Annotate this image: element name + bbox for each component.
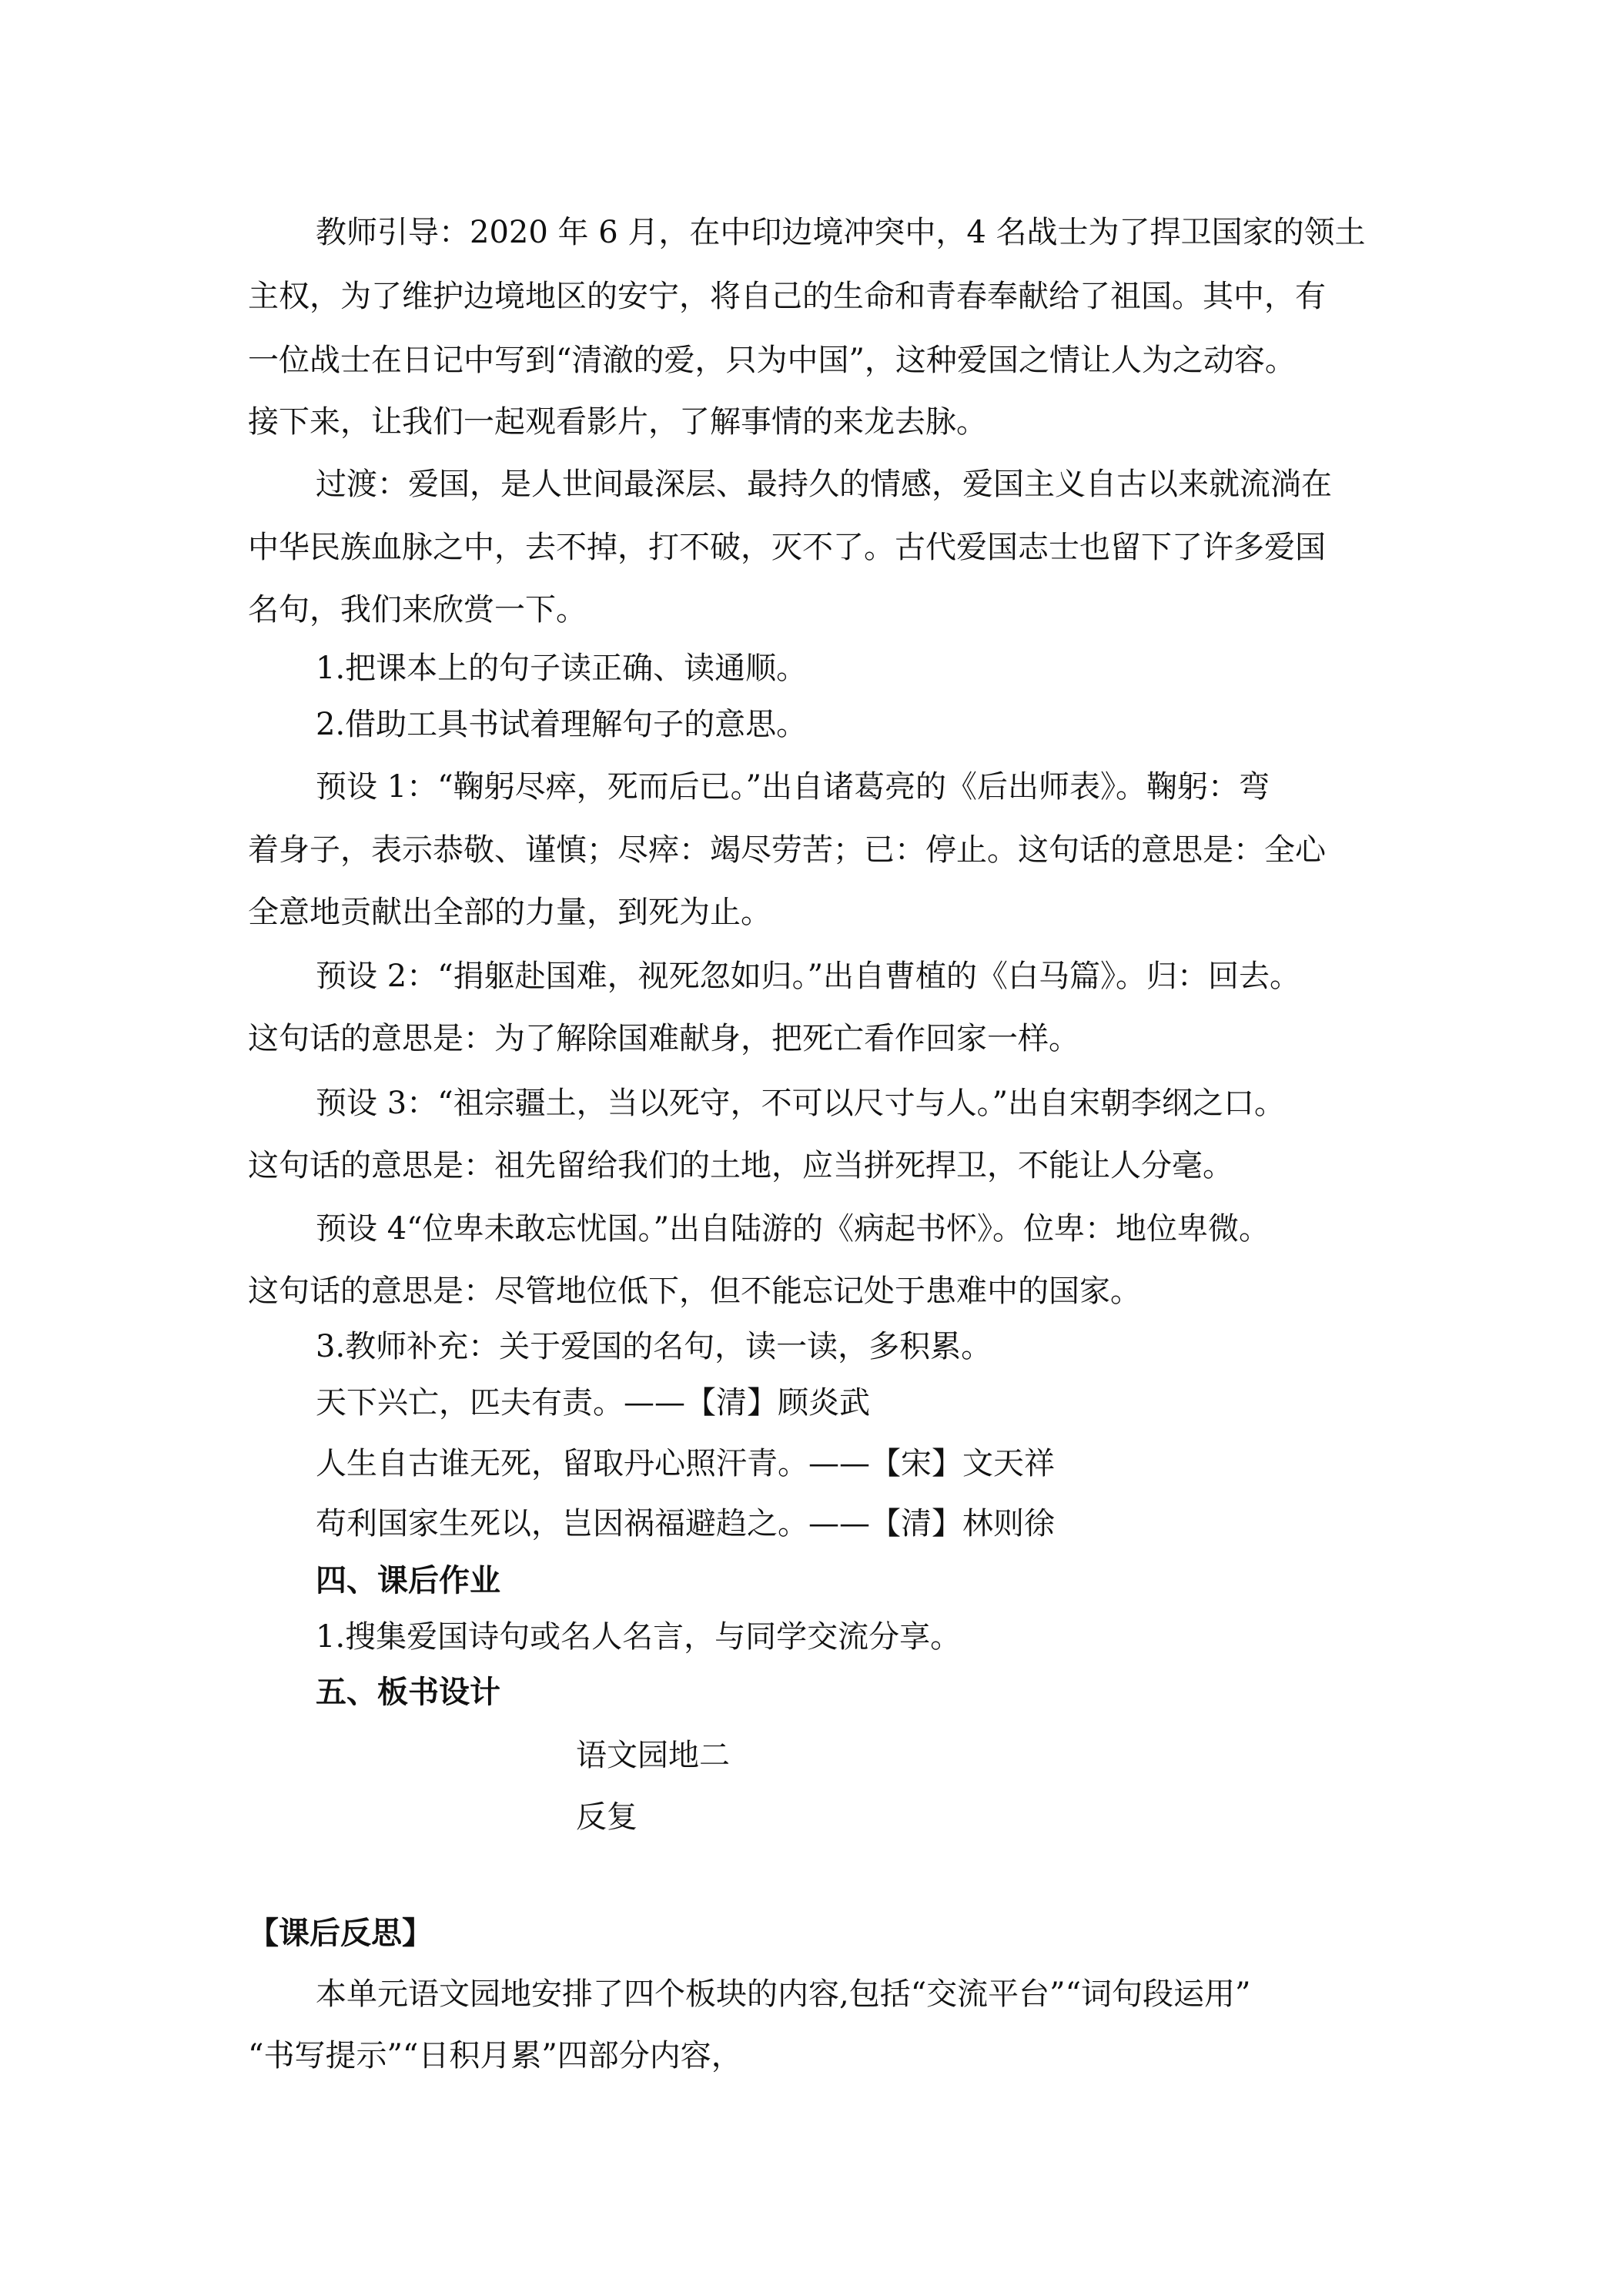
intro-line: 教师引导：2020 年 6 月，在中印边境冲突中，4 名战士为了捍卫国家的领土 [316,215,1366,250]
homework-item: 1.搜集爱国诗句或名人名言，与同学交流分享。 [316,1619,962,1655]
homework-heading: 四、课后作业 [316,1563,500,1598]
preset-3-line: 预设 3：“祖宗疆土，当以死守，不可以尺寸与人。”出自宋朝李纲之口。 [316,1086,1286,1121]
board-line: 语文园地二 [576,1738,730,1773]
reflection-line: “书写提示”“日积月累”四部分内容， [248,2038,742,2073]
preset-1-line: 预设 1：“鞠躬尽瘁，死而后已。”出自诸葛亮的《后出师表》。鞠躬：弯 [316,769,1270,805]
step-1: 1.把课本上的句子读正确、读通顺。 [316,651,808,686]
preset-2-line: 预设 2：“捐躯赴国难，视死忽如归。”出自曹植的《白马篇》。归：回去。 [316,959,1301,994]
step-2: 2.借助工具书试着理解句子的意思。 [316,707,808,742]
board-heading: 五、板书设计 [316,1675,500,1710]
preset-4-line: 预设 4“位卑未敢忘忧国。”出自陆游的《病起书怀》。位卑：地位卑微。 [316,1211,1270,1247]
preset-1-line: 全意地贡献出全部的力量，到死为止。 [248,895,771,930]
preset-2-line: 这句话的意思是：为了解除国难献身，把死亡看作回家一样。 [248,1021,1079,1056]
preset-3-line: 这句话的意思是：祖先留给我们的土地，应当拼死捍卫，不能让人分毫。 [248,1148,1233,1183]
reflection-heading: 【课后反思】 [248,1916,433,1951]
quote-line: 苟利国家生死以，岂因祸福避趋之。——【清】林则徐 [316,1506,1055,1541]
intro-line: 主权，为了维护边境地区的安宁，将自己的生命和青春奉献给了祖国。其中，有 [248,279,1326,314]
transition-line: 名句，我们来欣赏一下。 [248,592,587,628]
intro-line: 接下来，让我们一起观看影片，了解事情的来龙去脉。 [248,404,987,440]
intro-line: 一位战士在日记中写到“清澈的爱，只为中国”，这种爱国之情让人为之动容。 [248,343,1296,378]
transition-line: 中华民族血脉之中，去不掉，打不破，灭不了。古代爱国志士也留下了许多爱国 [248,530,1326,565]
transition-line: 过渡：爱国，是人世间最深层、最持久的情感，爱国主义自古以来就流淌在 [316,467,1332,502]
preset-1-line: 着身子，表示恭敬、谨慎；尽瘁：竭尽劳苦；已：停止。这句话的意思是：全心 [248,832,1326,868]
step-3: 3.教师补充：关于爱国的名句，读一读，多积累。 [316,1329,992,1364]
quote-line: 人生自古谁无死，留取丹心照汗青。——【宋】文天祥 [316,1446,1055,1481]
reflection-line: 本单元语文园地安排了四个板块的内容,包括“交流平台”“词句段运用” [316,1976,1251,2012]
quote-line: 天下兴亡，匹夫有责。——【清】顾炎武 [316,1385,870,1421]
preset-4-line: 这句话的意思是：尽管地位低下，但不能忘记处于患难中的国家。 [248,1274,1141,1309]
board-line: 反复 [576,1799,637,1835]
